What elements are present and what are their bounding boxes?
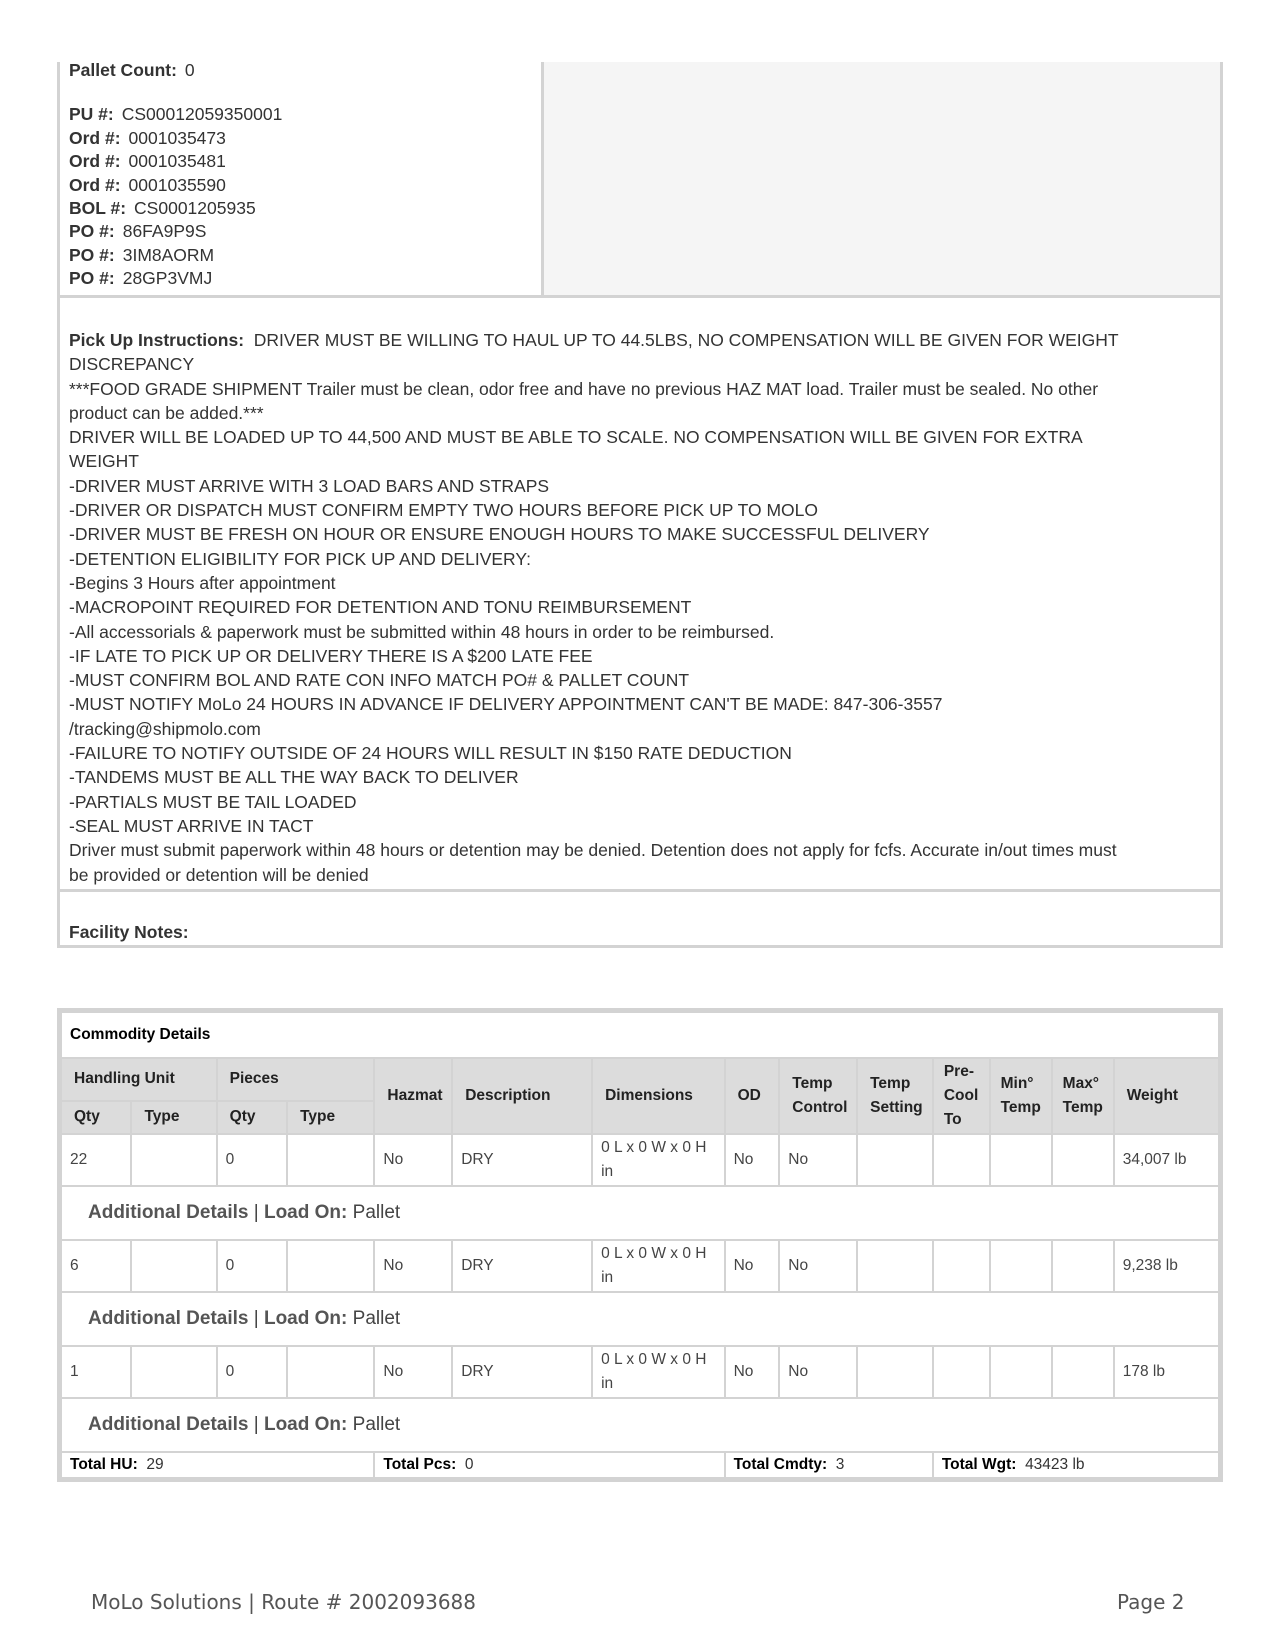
reference-label: Ord #: [69,174,121,195]
header-pc-type: Type [287,1101,374,1134]
total-cmdty-label: Total Cmdty: [733,1456,828,1473]
footer-route: MoLo Solutions | Route # 2002093688 [91,1590,476,1614]
cell-temp-control: No [779,1134,857,1186]
load-on-value: Pallet [352,1308,401,1329]
reference-value: 0001035481 [128,151,226,172]
table-row [61,1240,1219,1292]
cell-od: No [725,1134,780,1186]
cell-temp-setting [857,1346,933,1398]
header-hu-type: Type [131,1101,216,1134]
cell-min-temp [990,1134,1052,1186]
instruction-line: be provided or detention will be denied [69,864,369,885]
reference-value: 0001035590 [128,174,226,195]
cell-description: DRY [452,1134,592,1186]
header-od: OD [725,1058,780,1134]
additional-details-row [61,1186,1219,1240]
load-on-label: Load On: [263,1414,348,1435]
additional-details-separator: | [253,1202,259,1223]
reference-value: 28GP3VMJ [122,268,213,289]
cell-dimensions [592,1240,725,1292]
commodity-rows [61,1134,1219,1452]
cell-min-temp [990,1346,1052,1398]
load-on-label: Load On: [263,1202,348,1223]
cell-dimensions [592,1346,725,1398]
header-temp-control: Temp Control [779,1058,857,1134]
cell-min-temp [990,1240,1052,1292]
pallet-count-value: 0 [184,60,195,80]
instruction-line: -MUST NOTIFY MoLo 24 HOURS IN ADVANCE IF DELIVERY APPOINTMENT CAN'T BE MADE: 847-306-3557 [69,694,943,715]
dims-unit: in [601,1269,614,1286]
total-pcs-value: 0 [464,1456,474,1473]
header-handling-unit: Handling Unit [61,1058,217,1101]
additional-details-separator: | [253,1308,259,1329]
instruction-line: /tracking@shipmolo.com [69,718,261,739]
header-weight: Weight [1114,1058,1219,1134]
total-cmdty [725,1452,933,1478]
reference-label: PO #: [69,244,115,265]
commodity-table [60,1011,1220,1479]
dims-value: 0 L x 0 W x 0 H [601,1139,707,1156]
dims-value: 0 L x 0 W x 0 H [601,1245,707,1262]
reference-item [69,150,541,173]
instruction-line: -Begins 3 Hours after appointment [69,572,336,593]
cell-max-temp [1052,1346,1114,1398]
cell-weight: 9,238 lb [1114,1240,1219,1292]
cell-pre-cool [933,1240,990,1292]
reference-value: 0001035473 [128,127,226,148]
header-dimensions: Dimensions [592,1058,725,1134]
additional-details-row [61,1398,1219,1452]
cell-hazmat: No [374,1346,452,1398]
instruction-line: DRIVER WILL BE LOADED UP TO 44,500 AND MUST BE ABLE TO SCALE. NO COMPENSATION WILL BE GIVEN FOR EXTRA [69,427,1083,448]
header-pieces: Pieces [217,1058,375,1101]
additional-details-label: Additional Details [88,1308,249,1329]
instruction-line: -FAILURE TO NOTIFY OUTSIDE OF 24 HOURS WILL RESULT IN $150 RATE DEDUCTION [69,743,792,764]
reference-numbers [69,103,541,290]
total-cmdty-value: 3 [835,1456,845,1473]
total-wgt-label: Total Wgt: [941,1456,1017,1473]
additional-details-row [61,1292,1219,1346]
reference-label: PO #: [69,221,115,242]
cell-pc-type [287,1134,374,1186]
instruction-line: -SEAL MUST ARRIVE IN TACT [69,815,314,836]
pallet-count-label: Pallet Count: [69,60,177,80]
cell-pre-cool [933,1346,990,1398]
reference-label: PO #: [69,268,115,289]
reference-value: 86FA9P9S [122,221,207,242]
reference-blank-panel [544,62,1220,295]
cell-od: No [725,1240,780,1292]
facility-notes-block [57,892,1223,948]
cell-weight: 178 lb [1114,1346,1219,1398]
instruction-line: -TANDEMS MUST BE ALL THE WAY BACK TO DELIVER [69,767,519,788]
pickup-instructions [69,328,1200,887]
cell-pc-type [287,1346,374,1398]
cell-hu-qty: 6 [61,1240,131,1292]
cell-hazmat: No [374,1240,452,1292]
cell-description: DRY [452,1346,592,1398]
load-on-value: Pallet [352,1414,401,1435]
cell-hu-qty: 22 [61,1134,131,1186]
instruction-line: ***FOOD GRADE SHIPMENT Trailer must be clean, odor free and have no previous HAZ MAT load. Trailer must be sealed. No other [69,378,1099,399]
header-temp-setting: Temp Setting [857,1058,933,1134]
commodity-title: Commodity Details [61,1012,1219,1058]
additional-details [61,1186,1219,1240]
header-max-temp: Max° Temp [1052,1058,1114,1134]
cell-temp-setting [857,1240,933,1292]
additional-details [61,1398,1219,1452]
total-hu-value: 29 [146,1456,164,1473]
pickup-instructions-block [57,298,1223,892]
load-on-label: Load On: [263,1308,348,1329]
header-hu-qty: Qty [61,1101,131,1134]
cell-weight: 34,007 lb [1114,1134,1219,1186]
instructions-first-text: DRIVER MUST BE WILLING TO HAUL UP TO 44.5LBS, NO COMPENSATION WILL BE GIVEN FOR WEIGHT [253,330,1119,350]
instruction-line: -DRIVER MUST ARRIVE WITH 3 LOAD BARS AND STRAPS [69,475,550,496]
total-wgt [933,1452,1219,1478]
additional-details [61,1292,1219,1346]
reference-label: BOL #: [69,198,127,219]
cell-pc-qty: 0 [217,1240,287,1292]
cell-max-temp [1052,1134,1114,1186]
footer-page-number: Page 2 [1117,1590,1185,1614]
instruction-line: product can be added.*** [69,402,264,423]
additional-details-label: Additional Details [88,1202,249,1223]
table-row [61,1134,1219,1186]
cell-hu-type [131,1346,216,1398]
cell-hu-type [131,1134,216,1186]
reference-item [69,174,541,197]
instructions-first-line [69,328,1200,352]
cell-temp-control: No [779,1346,857,1398]
cell-pre-cool [933,1134,990,1186]
header-hazmat: Hazmat [374,1058,452,1134]
reference-label: Ord #: [69,127,121,148]
cell-dimensions [592,1134,725,1186]
reference-item [69,244,541,267]
header-description: Description [452,1058,592,1134]
instruction-line: -DRIVER OR DISPATCH MUST CONFIRM EMPTY TWO HOURS BEFORE PICK UP TO MOLO [69,500,819,521]
cell-hazmat: No [374,1134,452,1186]
header-pre-cool-to: Pre-Cool To [933,1058,990,1134]
header-min-temp: Min° Temp [990,1058,1052,1134]
cell-pc-qty: 0 [217,1346,287,1398]
cell-pc-type [287,1240,374,1292]
total-pcs [374,1452,724,1478]
reference-block [57,62,1223,298]
total-wgt-value: 43423 lb [1025,1456,1085,1473]
additional-details-separator: | [253,1414,259,1435]
reference-item [69,267,541,290]
instruction-line: -MUST CONFIRM BOL AND RATE CON INFO MATCH PO# & PALLET COUNT [69,670,690,691]
reference-value: CS0001205935 [134,198,256,219]
reference-label: PU #: [69,104,114,125]
reference-item [69,197,541,220]
cell-hu-qty: 1 [61,1346,131,1398]
dims-unit: in [601,1375,614,1392]
reference-list [60,62,544,295]
instruction-line: DISCREPANCY [69,354,195,375]
facility-notes-label: Facility Notes: [69,922,189,942]
instruction-line: -DRIVER MUST BE FRESH ON HOUR OR ENSURE ENOUGH HOURS TO MAKE SUCCESSFUL DELIVERY [69,524,930,545]
instruction-line: -DETENTION ELIGIBILITY FOR PICK UP AND DELIVERY: [69,548,531,569]
total-hu [61,1452,374,1478]
commodity-details [57,1008,1223,1482]
reference-value: 3IM8AORM [122,244,215,265]
header-pc-qty: Qty [217,1101,287,1134]
load-on-value: Pallet [352,1202,401,1223]
dims-value: 0 L x 0 W x 0 H [601,1351,707,1368]
instruction-line: Driver must submit paperwork within 48 hours or detention may be denied. Detention does not apply for fcfs. Accurate in/out times must [69,840,1117,861]
cell-temp-control: No [779,1240,857,1292]
instruction-line: WEIGHT [69,451,139,472]
total-pcs-label: Total Pcs: [383,1456,457,1473]
table-row [61,1346,1219,1398]
instruction-line: -All accessorials & paperwork must be submitted within 48 hours in order to be reimbursed. [69,621,775,642]
cell-temp-setting [857,1134,933,1186]
total-hu-label: Total HU: [70,1456,138,1473]
instruction-line: -MACROPOINT REQUIRED FOR DETENTION AND TONU REIMBURSEMENT [69,597,692,618]
cell-description: DRY [452,1240,592,1292]
additional-details-label: Additional Details [88,1414,249,1435]
instructions-lines [69,352,1200,887]
instruction-line: -IF LATE TO PICK UP OR DELIVERY THERE IS A $200 LATE FEE [69,645,593,666]
cell-od: No [725,1346,780,1398]
cell-max-temp [1052,1240,1114,1292]
cell-hu-type [131,1240,216,1292]
cell-pc-qty: 0 [217,1134,287,1186]
reference-item [69,220,541,243]
instruction-line: -PARTIALS MUST BE TAIL LOADED [69,791,357,812]
reference-item [69,103,541,126]
reference-label: Ord #: [69,151,121,172]
pallet-count [69,59,541,82]
reference-value: CS00012059350001 [121,104,283,125]
instructions-label: Pick Up Instructions: [69,330,245,350]
reference-item [69,127,541,150]
dims-unit: in [601,1163,614,1180]
